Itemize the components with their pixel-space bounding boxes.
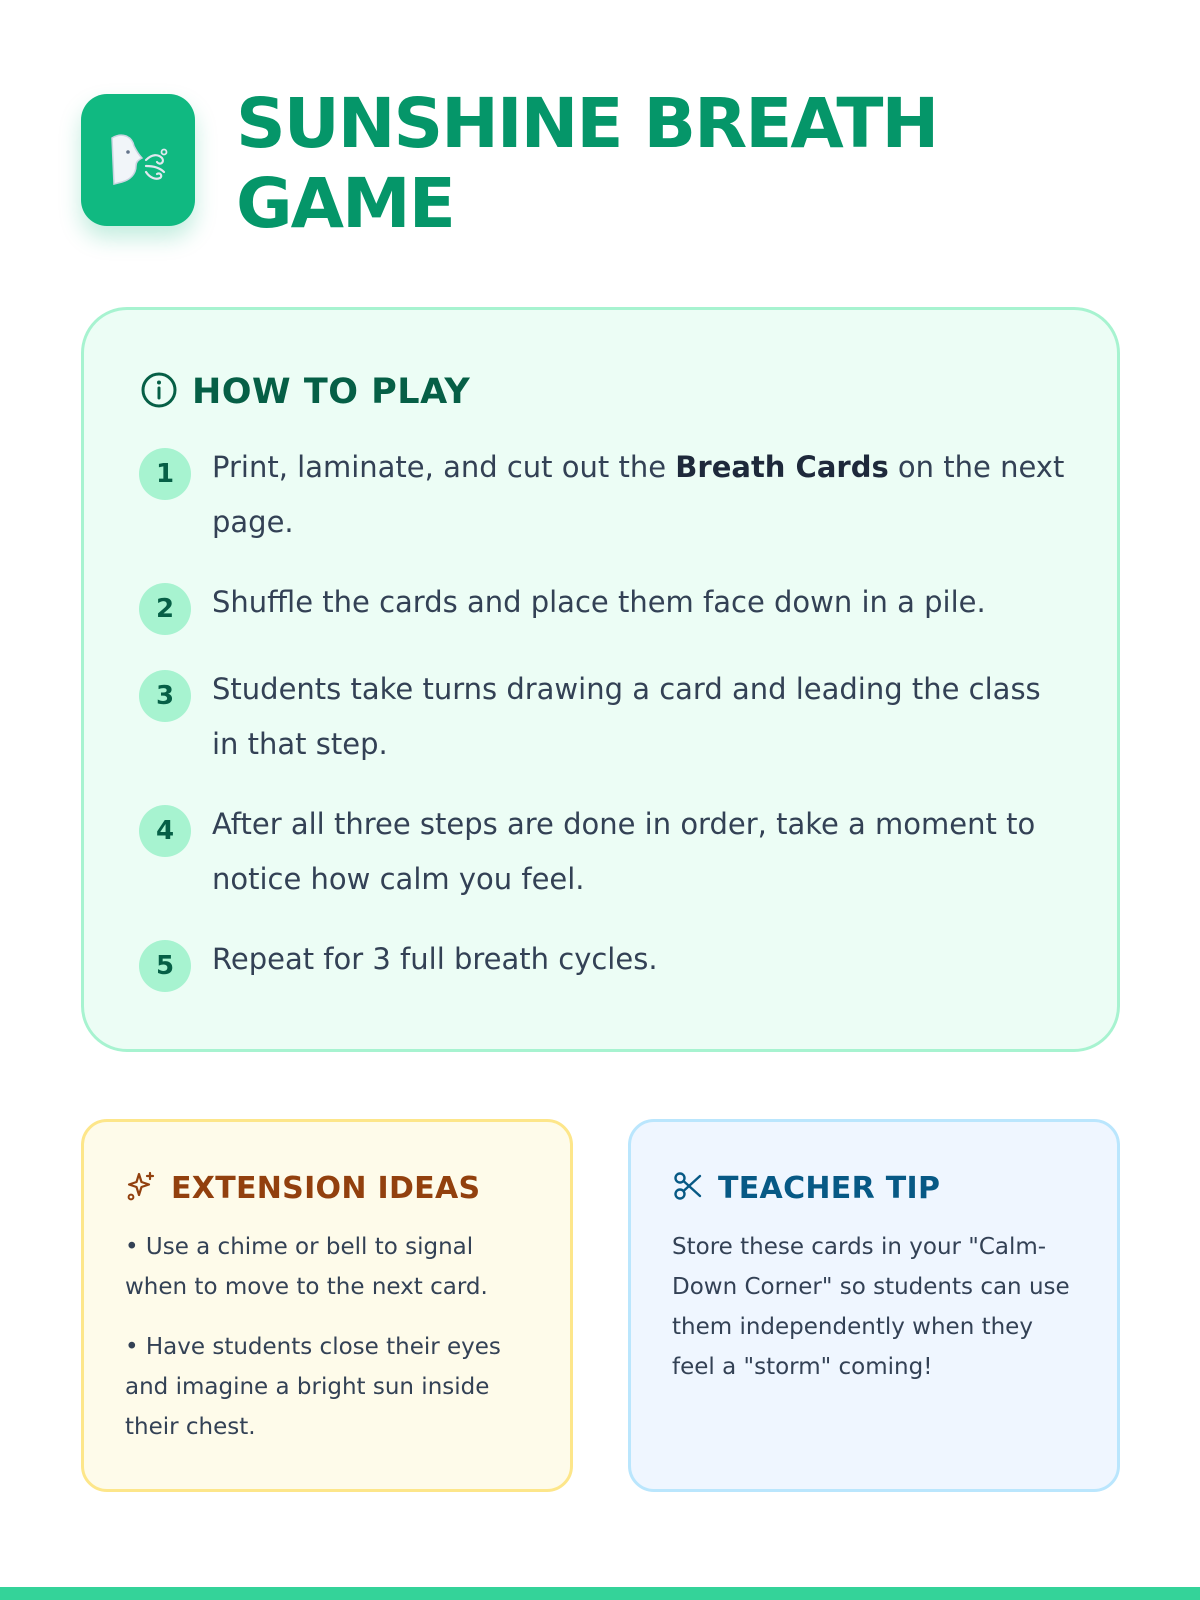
sparkles-icon (125, 1170, 157, 1206)
list-item: • Use a chime or bell to signal when to move to the next card. (125, 1234, 488, 1300)
step-number-badge: 4 (139, 805, 191, 857)
breath-cards-emphasis: Breath Cards (675, 450, 889, 484)
step-text: Print, laminate, and cut out the Breath Cards on the next page. (212, 450, 1065, 539)
extension-ideas-header (125, 1166, 530, 1210)
step-number-badge: 1 (139, 448, 191, 500)
page-title: SUNSHINE BREATH GAME (236, 84, 938, 244)
extension-ideas-title: EXTENSION IDEAS (171, 1170, 481, 1206)
list-item: • Have students close their eyes and imagine a bright sun inside their chest. (125, 1334, 501, 1440)
how-to-play-title: HOW TO PLAY (192, 372, 471, 412)
teacher-tip-card (628, 1119, 1120, 1492)
extension-ideas-card (81, 1119, 573, 1492)
teacher-tip-text: Store these cards in your "Calm-Down Corner" so students can use them independently when they feel a "storm" coming! (672, 1234, 1070, 1380)
step-text: Students take turns drawing a card and leading the class in that step. (212, 672, 1041, 761)
step-text: After all three steps are done in order, take a moment to notice how calm you feel. (212, 807, 1036, 896)
step-text: Shuffle the cards and place them face down in a pile. (212, 585, 986, 619)
teacher-tip-header (672, 1166, 1077, 1210)
step-text: Repeat for 3 full breath cycles. (212, 942, 658, 976)
step-number-badge: 2 (139, 583, 191, 635)
how-to-play-panel (81, 307, 1120, 1052)
info-icon (140, 371, 178, 413)
footer-bar (0, 1587, 1200, 1600)
step-number-badge: 3 (139, 670, 191, 722)
extension-ideas-list (125, 1227, 530, 1447)
blowing-wind-face-icon (81, 94, 195, 226)
how-to-play-header (140, 370, 470, 414)
teacher-tip-title: TEACHER TIP (718, 1170, 941, 1206)
scissors-icon (672, 1170, 704, 1206)
page-header (81, 84, 1121, 244)
step-number-badge: 5 (139, 940, 191, 992)
